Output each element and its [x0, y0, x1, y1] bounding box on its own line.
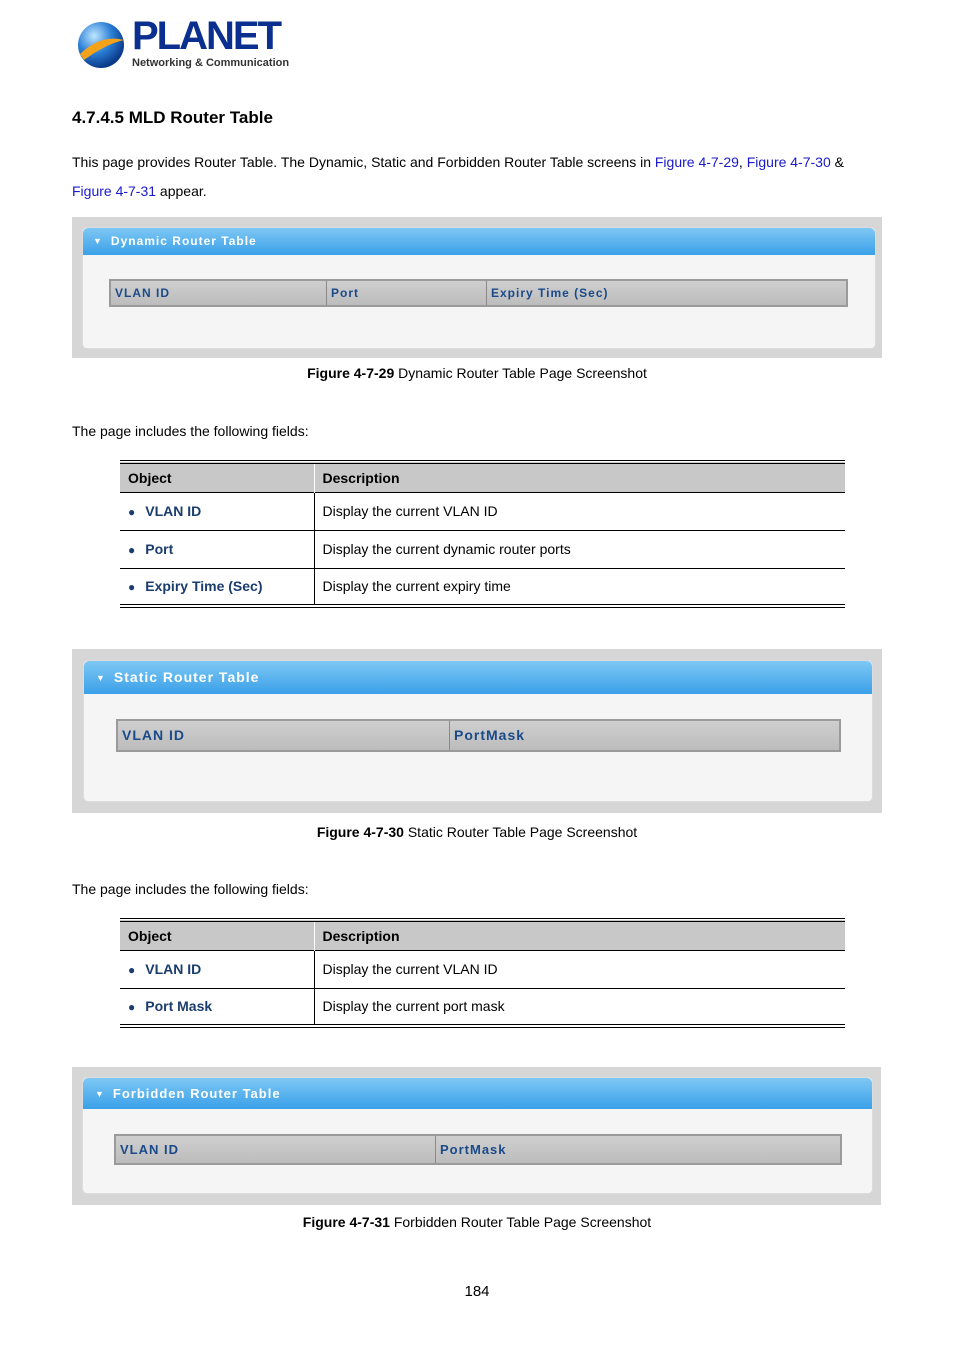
column-vlan-id[interactable]: VLAN ID	[116, 1136, 436, 1163]
forbidden-panel-header[interactable]: ▼ Forbidden Router Table	[83, 1078, 872, 1109]
link-figure-4-7-30[interactable]: Figure 4-7-30	[746, 154, 831, 170]
collapse-triangle-icon[interactable]: ▼	[93, 236, 103, 247]
figure-caption-29: Figure 4-7-29 Dynamic Router Table Page Screenshot	[307, 365, 647, 381]
static-router-panel	[83, 660, 873, 802]
table-row	[120, 530, 845, 568]
bullet-icon: ●	[128, 543, 136, 557]
table-row	[120, 988, 845, 1026]
bullet-icon: ●	[128, 963, 136, 977]
column-portmask[interactable]: PortMask	[454, 727, 526, 743]
bullet-icon: ●	[128, 1000, 136, 1015]
globe-icon	[76, 20, 126, 70]
object-description: Display the current expiry time	[314, 568, 845, 606]
dynamic-router-panel	[82, 227, 876, 349]
header-description: Description	[314, 920, 845, 950]
dynamic-table-header	[109, 279, 848, 307]
object-description: Display the current VLAN ID	[314, 950, 845, 988]
object-name: Port Mask	[145, 998, 213, 1015]
fields-intro-2: The page includes the following fields:	[72, 881, 309, 897]
figure-caption-31: Figure 4-7-31 Forbidden Router Table Page Screenshot	[302, 1214, 652, 1230]
object-description: Display the current port mask	[314, 988, 845, 1026]
static-router-screenshot	[72, 649, 882, 813]
dynamic-panel-header[interactable]: ▼ Dynamic Router Table	[83, 228, 875, 255]
table-row	[120, 568, 845, 606]
column-vlan-id[interactable]: VLAN ID	[111, 281, 327, 305]
column-expiry-time[interactable]: Expiry Time (Sec)	[491, 286, 609, 300]
collapse-triangle-icon[interactable]: ▼	[96, 672, 106, 683]
object-name: Expiry Time (Sec)	[145, 578, 263, 595]
link-figure-4-7-31[interactable]: Figure 4-7-31	[72, 183, 157, 199]
bullet-icon: ●	[128, 580, 136, 595]
column-port[interactable]: Port	[327, 281, 487, 305]
forbidden-router-panel	[82, 1077, 873, 1194]
static-panel-header[interactable]: ▼ Static Router Table	[84, 661, 872, 694]
static-table-header	[116, 719, 841, 752]
brand-name: PLANET	[132, 14, 280, 58]
intro-paragraph: This page provides Router Table. The Dynamic, Static and Forbidden Router Table screens in Figure 4-7-29, Figure 4-7-30 & Figure 4-7-31 appear.	[72, 154, 844, 199]
object-description: Display the current VLAN ID	[314, 492, 845, 530]
header-description: Description	[314, 462, 845, 492]
fields-intro-1: The page includes the following fields:	[72, 423, 309, 439]
figure-caption-30: Figure 4-7-30 Static Router Table Page Screenshot	[316, 824, 638, 840]
page-number: 184	[464, 1283, 490, 1300]
bullet-icon: ●	[128, 505, 136, 519]
section-title: 4.7.4.5 MLD Router Table	[72, 108, 273, 127]
table-row	[120, 950, 845, 988]
object-description: Display the current dynamic router ports	[314, 530, 845, 568]
fields-table-static	[120, 918, 845, 1028]
object-name: VLAN ID	[145, 503, 202, 519]
table-row	[120, 492, 845, 530]
forbidden-router-screenshot	[72, 1067, 881, 1205]
fields-table-dynamic	[120, 460, 845, 608]
dynamic-router-screenshot	[72, 217, 882, 358]
brand-tagline: Networking & Communication	[132, 57, 290, 69]
planet-logo	[76, 14, 290, 74]
object-name: Port	[145, 541, 174, 557]
collapse-triangle-icon[interactable]: ▼	[95, 1089, 105, 1100]
link-figure-4-7-29[interactable]: Figure 4-7-29	[654, 154, 739, 170]
header-object: Object	[120, 462, 314, 492]
forbidden-table-header	[114, 1134, 842, 1165]
column-vlan-id[interactable]: VLAN ID	[118, 721, 450, 750]
object-name: VLAN ID	[145, 961, 202, 977]
header-object: Object	[120, 920, 314, 950]
column-portmask[interactable]: PortMask	[440, 1142, 507, 1157]
